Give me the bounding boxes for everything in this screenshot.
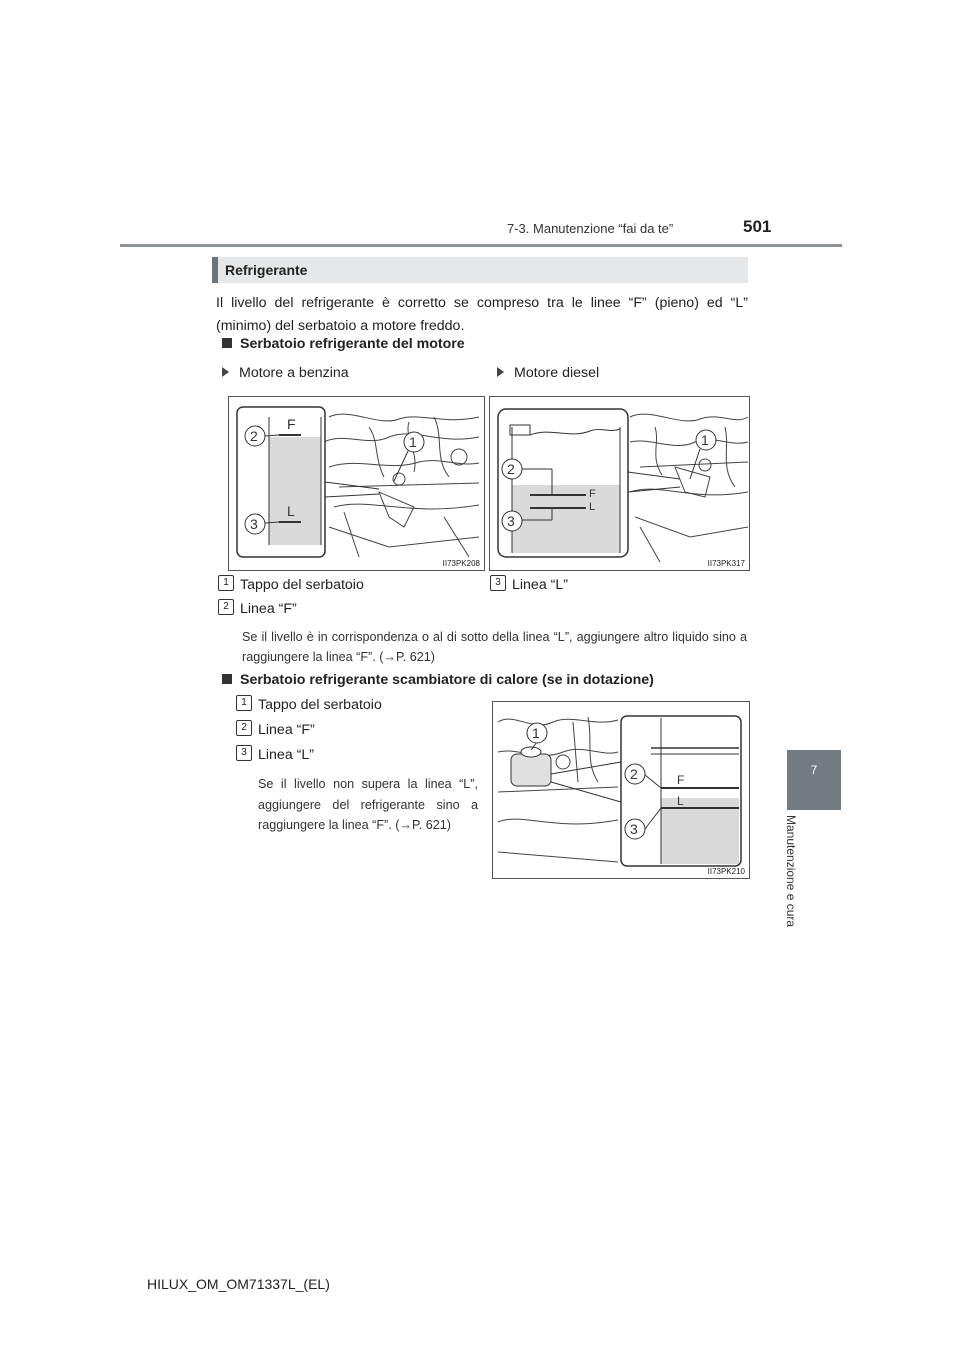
callout-item-3: [490, 577, 568, 593]
callout-1: 1: [409, 434, 417, 450]
intro-paragraph: Il livello del refrigerante è corretto se compreso tra le linee “F” (pieno) ed “L” (minimo) del serbatoio a motore freddo.: [216, 295, 748, 334]
callout-3: 3: [507, 513, 515, 529]
callout-item-2: [236, 722, 315, 738]
header-divider: [120, 244, 842, 247]
callout-3: 3: [250, 516, 258, 532]
triangle-bullet-icon: [497, 367, 504, 377]
variant-petrol-label: Motore a benzina: [239, 365, 349, 381]
subheading-engine-reservoir: [222, 336, 465, 352]
mark-l-label: L: [287, 503, 295, 519]
callout-label: Linea “L”: [512, 577, 568, 593]
triangle-bullet-icon: [222, 367, 229, 377]
callout-item-1: [218, 577, 364, 593]
chapter-number: 7: [810, 763, 818, 777]
callout-label: Linea “F”: [258, 722, 315, 738]
callout-2: 2: [250, 428, 258, 444]
callout-3: 3: [630, 821, 638, 837]
callout-number-badge: 3: [236, 745, 252, 761]
callout-number-badge: 2: [236, 720, 252, 736]
engine-reservoir-note: Se il livello è in corrispondenza o al di sotto della linea “L”, aggiungere altro liquido sino a raggiungere la linea “F”. (→P. 621): [242, 630, 747, 664]
subheading-heat-exchanger: [222, 672, 654, 688]
figure-code: II73PK210: [707, 867, 745, 876]
mark-f-label: F: [589, 488, 596, 500]
diesel-engine-illustration: [490, 397, 749, 570]
mark-f-label: F: [677, 773, 685, 787]
petrol-engine-illustration: [229, 397, 484, 570]
callout-label: Tappo del serbatoio: [240, 577, 364, 593]
figure-heat-exchanger: [492, 701, 750, 879]
heat-exchanger-illustration: [493, 702, 749, 878]
callout-label: Tappo del serbatoio: [258, 697, 382, 713]
callout-1: 1: [532, 725, 540, 741]
callout-1: 1: [701, 432, 709, 448]
section-bar-accent: [212, 257, 218, 283]
variant-diesel: [497, 365, 599, 381]
figure-code: II73PK208: [442, 559, 480, 568]
section-title: Refrigerante: [225, 262, 308, 278]
callout-label: Linea “F”: [240, 601, 297, 617]
subheading-text: Serbatoio refrigerante del motore: [240, 336, 465, 352]
callout-2: 2: [507, 461, 515, 477]
figure-petrol-engine: [228, 396, 485, 571]
callout-2: 2: [630, 766, 638, 782]
callout-label: Linea “L”: [258, 747, 314, 763]
callout-number-badge: 2: [218, 599, 234, 615]
callout-number-badge: 3: [490, 575, 506, 591]
figure-code: II73PK317: [707, 559, 745, 568]
variant-diesel-label: Motore diesel: [514, 365, 600, 381]
square-bullet-icon: [222, 674, 232, 684]
variant-petrol: [222, 365, 349, 381]
heat-exchanger-note: Se il livello non supera la linea “L”, aggiungere del refrigerante sino a raggiungere la linea “F”. (→P. 621): [258, 777, 478, 832]
callout-item-3: [236, 747, 314, 763]
mark-f-label: F: [287, 416, 296, 432]
callout-item-2: [218, 601, 297, 617]
chapter-label-wrap: [784, 815, 804, 955]
callout-number-badge: 1: [218, 575, 234, 591]
square-bullet-icon: [222, 338, 232, 348]
header-section-title: 7-3. Manutenzione “fai da te”: [507, 221, 674, 236]
callout-item-1: [236, 697, 382, 713]
page-number: 501: [743, 217, 772, 236]
footer-doc-code: HILUX_OM_OM71337L_(EL): [147, 1276, 330, 1292]
chapter-tab: [787, 750, 841, 810]
figure-diesel-engine: [489, 396, 750, 571]
chapter-label: Manutenzione e cura: [784, 815, 798, 928]
callout-number-badge: 1: [236, 695, 252, 711]
subheading-text: Serbatoio refrigerante scambiatore di calore (se in dotazione): [240, 672, 654, 688]
mark-l-label: L: [589, 501, 596, 513]
mark-l-label: L: [677, 794, 684, 808]
